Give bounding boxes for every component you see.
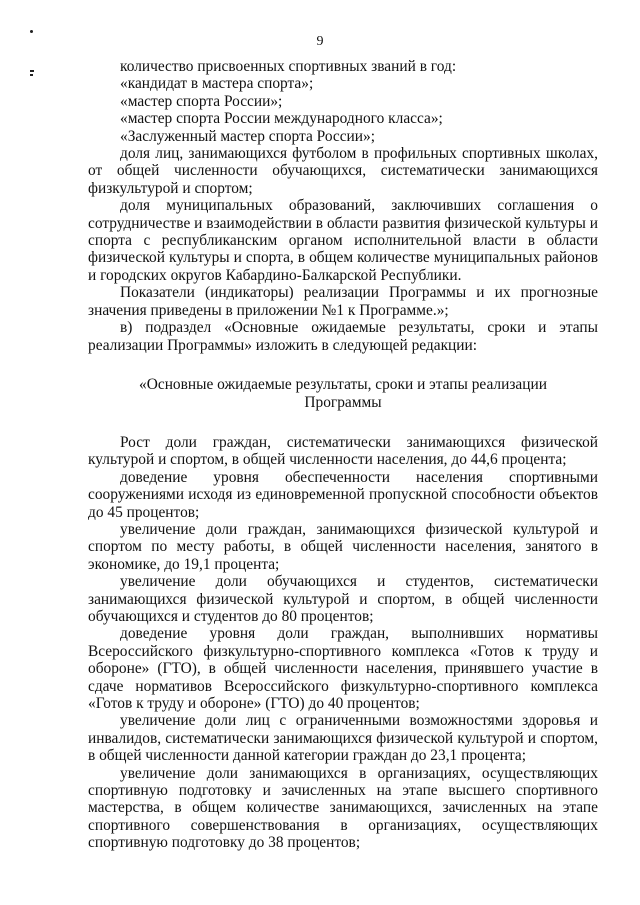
page-number: 9 (316, 34, 324, 49)
paragraph: доведение уровня доли граждан, выполнивших нормативы Всероссийского физкультурно-спортивного комплекса «Готов к труду и обороне» (ГТО), в общей численности населения, принявшего участие в сдаче нормативов Всероссийского физкультурно-спортивного комплекса «Готов к труду и обороне» (ГТО) до 40 процентов; (88, 625, 598, 712)
paragraph: «мастер спорта России международного класса»; (120, 110, 443, 128)
paragraph: доля лиц, занимающихся футболом в профильных спортивных школах, от общей численности обучающихся, систематически занимающихся физкультурой и спортом; (88, 145, 598, 197)
paragraph: Показатели (индикаторы) реализации Программы и их прогнозные значения приведены в приложении №1 к Программе.»; (88, 284, 598, 319)
margin-dash (30, 74, 33, 76)
paragraph: увеличение доли занимающихся в организациях, осуществляющих спортивную подготовку и зачисленных на этапе высшего спортивного мастерства, в общем количестве занимающихся, зачисленных на этапе спортивного совершенствования в организациях, осуществляющих спортивную подготовку до 38 процентов; (88, 764, 598, 852)
paragraph: увеличение доли обучающихся и студентов, систематически занимающихся физической культурой и спортом, в общей численности обучающихся и студентов до 80 процентов; (88, 573, 598, 625)
paragraph: увеличение доли граждан, занимающихся физической культурой и спортом по месту работы, в общей численности населения, занятого в экономике, до 19,1 процента; (88, 520, 598, 573)
paragraph: доведение уровня обеспеченности населения спортивными сооружениями исходя из единовременной пропускной способности объектов до 45 процентов; (88, 468, 598, 521)
paragraph: Рост доли граждан, систематически занимающихся физической культурой и спортом, в общей численности населения, до 44,6 процента; (88, 433, 598, 469)
paragraph: увеличение доли лиц с ограниченными возможностями здоровья и инвалидов, систематически занимающихся физической культурой и спортом, в общей численности данной категории граждан до 23,1 процента; (88, 712, 598, 765)
paragraph: количество присвоенных спортивных званий в год: (120, 58, 457, 75)
section-heading: «Основные ожидаемые результаты, сроки и этапы реализации Программы (139, 375, 547, 411)
paragraph: «мастер спорта России»; (120, 92, 283, 110)
paragraph: в) подраздел «Основные ожидаемые результаты, сроки и этапы реализации Программы» изложить в следующей редакции: (88, 319, 598, 354)
margin-dash (30, 70, 34, 72)
paragraph: «Заслуженный мастер спорта России»; (120, 127, 376, 145)
paragraph: доля муниципальных образований, заключивших соглашения о сотрудничестве и взаимодействии в области развития физической культуры и спорта с республиканским органом исполнительной власти в области физической культуры и спорта, в общем количестве муниципальных районов и городских округов Кабардино-Балкарской Республики. (88, 197, 598, 284)
document-body (88, 58, 598, 852)
paragraph: «кандидат в мастера спорта»; (120, 75, 314, 93)
margin-dot (30, 30, 33, 33)
